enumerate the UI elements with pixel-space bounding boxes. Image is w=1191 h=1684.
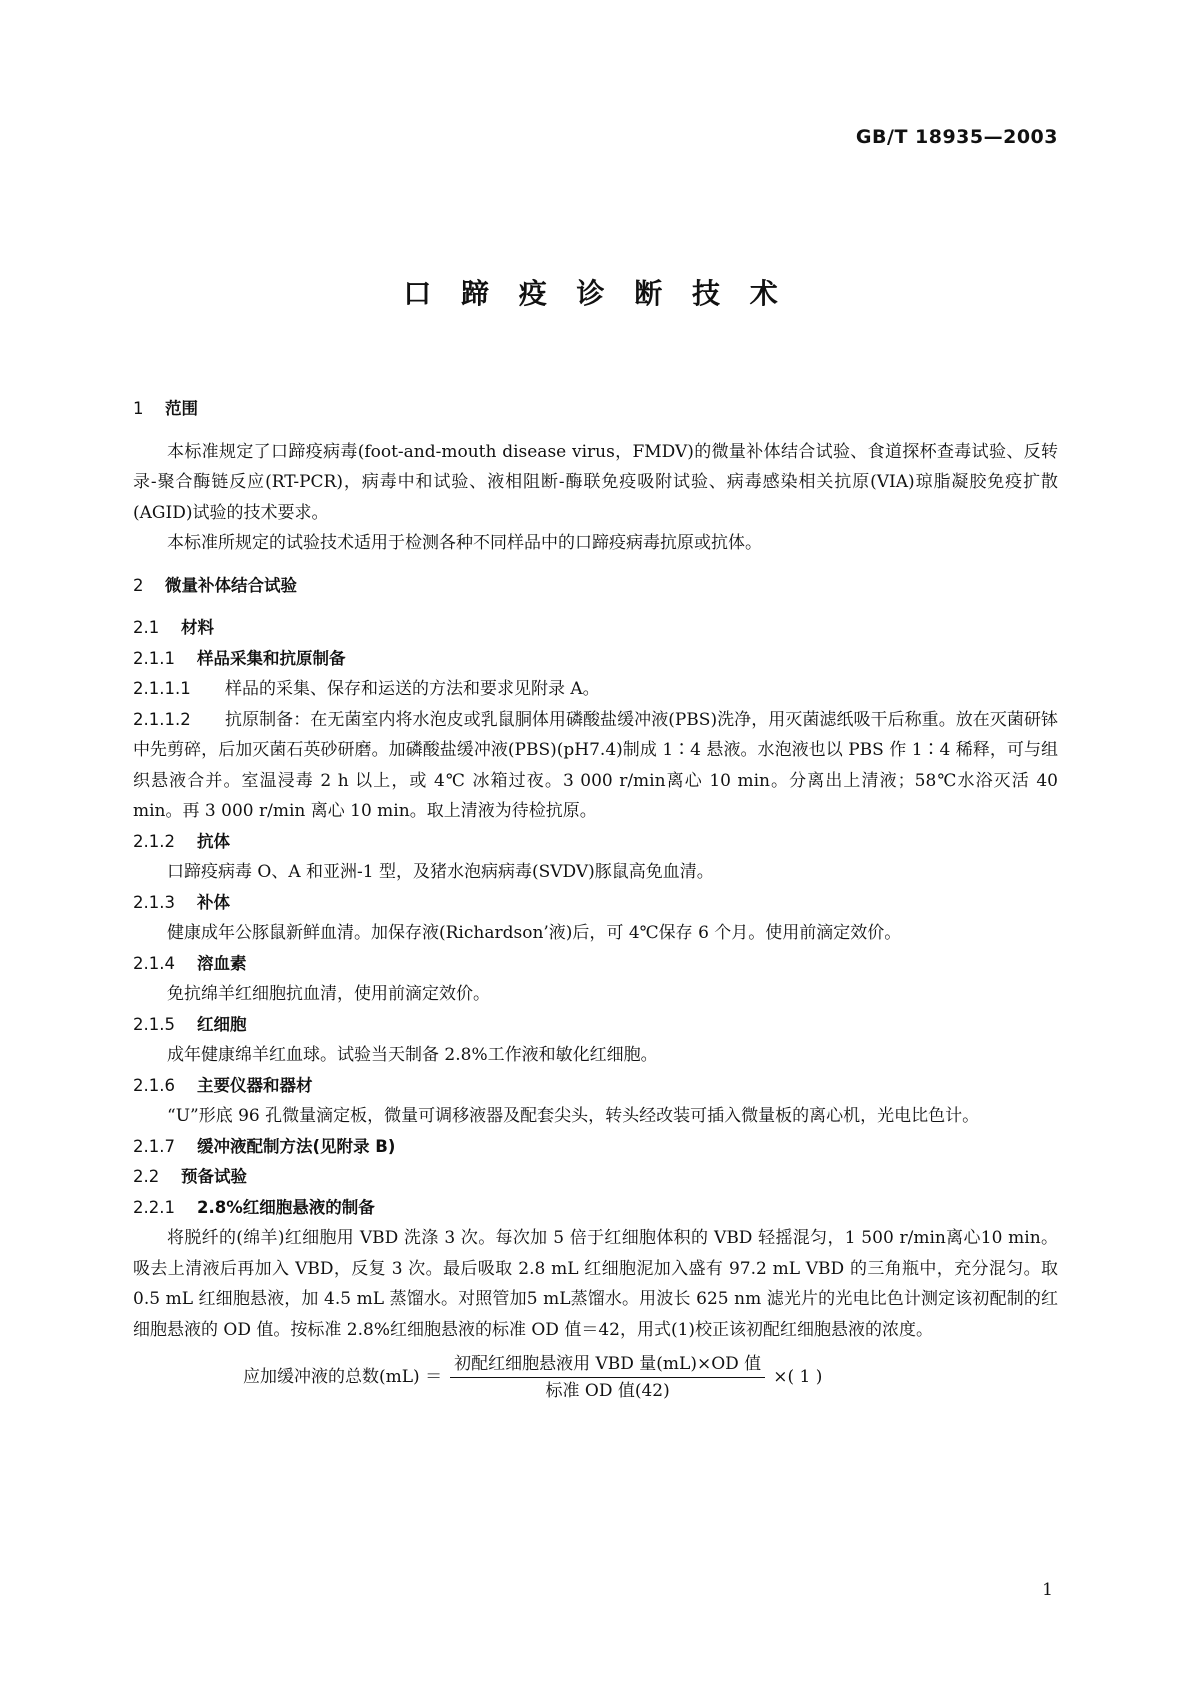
section-title: 缓冲液配制方法(见附录 B) bbox=[197, 1136, 396, 1156]
clause-text: 抗原制备：在无菌室内将水泡皮或乳鼠胴体用磷酸盐缓冲液(PBS)洗净，用灭菌滤纸吸干后称重。放在灭菌研钵中先剪碎，后加灭菌石英砂研磨。加磷酸盐缓冲液(PBS)(pH7.4)制成 1∶4 悬液。水泡液也以 PBS 作 1∶4 稀释，可与组织悬液合并。室温浸毒 2 h 以上，或 4℃ 冰箱过夜。3 000 r/min离心 10 min。分离出上清液；58℃水浴灭活 40 min。再 3 000 r/min 离心 10 min。取上清液为待检抗原。 bbox=[133, 709, 1058, 821]
document-title: 口 蹄 疫 诊 断 技 术 bbox=[403, 277, 788, 310]
section-title: 范围 bbox=[165, 399, 198, 418]
section-2-1-3-heading bbox=[133, 888, 1058, 919]
section-2-2-1-heading bbox=[133, 1193, 1058, 1224]
section-number: 2.1.6 bbox=[133, 1075, 175, 1095]
section-2-1-6-heading bbox=[133, 1071, 1058, 1102]
document-body bbox=[133, 394, 1058, 1404]
clause-text: 样品的采集、保存和运送的方法和要求见附录 A。 bbox=[225, 679, 600, 699]
section-2-1-5-heading bbox=[133, 1010, 1058, 1041]
page-number: 1 bbox=[1042, 1580, 1053, 1600]
section-number: 2.2.1 bbox=[133, 1197, 175, 1217]
clause-number: 2.1.1.1 bbox=[133, 679, 191, 698]
section-number: 2 bbox=[133, 575, 144, 595]
formula-fraction bbox=[450, 1351, 765, 1404]
section-number: 2.1.4 bbox=[133, 953, 175, 973]
section-number: 2.1.3 bbox=[133, 892, 175, 912]
section-title: 2.8%红细胞悬液的制备 bbox=[197, 1197, 375, 1217]
formula-1 bbox=[243, 1351, 1058, 1404]
section-number: 2.1.1 bbox=[133, 648, 175, 668]
section-number: 2.1.2 bbox=[133, 831, 175, 851]
section-title: 微量补体结合试验 bbox=[165, 575, 297, 595]
paragraph: 成年健康绵羊红血球。试验当天制备 2.8%工作液和敏化红细胞。 bbox=[167, 1045, 658, 1065]
paragraph: 将脱纤的(绵羊)红细胞用 VBD 洗涤 3 次。每次加 5 倍于红细胞体积的 VBD 轻摇混匀，1 500 r/min离心10 min。吸去上清液后再加入 VBD，反复 3 次。最后吸取 2.8 mL 红细胞泥加入盛有 97.2 mL VBD 的三角瓶中，充分混匀。取 0.5 mL 红细胞悬液，加 4.5 mL 蒸馏水。对照管加5 mL蒸馏水。用波长 625 nm 滤光片的光电比色计测定该初配制的红细胞悬液的 OD 值。按标准 2.8%红细胞悬液的标准 OD 值＝42，用式(1)校正该初配红细胞悬液的浓度。 bbox=[133, 1228, 1058, 1340]
section-number: 2.1 bbox=[133, 618, 160, 637]
section-1-heading bbox=[133, 394, 1058, 425]
section-2-2-heading bbox=[133, 1162, 1058, 1193]
paragraph: 本标准所规定的试验技术适用于检测各种不同样品中的口蹄疫病毒抗原或抗体。 bbox=[167, 533, 762, 553]
section-number: 2.1.7 bbox=[133, 1136, 175, 1156]
section-2-heading bbox=[133, 571, 1058, 602]
section-title: 样品采集和抗原制备 bbox=[197, 648, 346, 668]
section-number: 2.2 bbox=[133, 1167, 160, 1186]
section-title: 预备试验 bbox=[181, 1167, 247, 1186]
formula-denominator: 标准 OD 值(42) bbox=[545, 1381, 670, 1401]
section-title: 红细胞 bbox=[197, 1014, 247, 1034]
clause-2-1-1-2 bbox=[133, 705, 1058, 827]
paragraph: 口蹄疫病毒 O、A 和亚洲-1 型，及猪水泡病病毒(SVDV)豚鼠高免血清。 bbox=[167, 862, 714, 882]
clause-2-1-1-1 bbox=[133, 674, 1058, 705]
section-number: 1 bbox=[133, 399, 144, 418]
section-title: 补体 bbox=[197, 892, 230, 912]
section-2-1-2-heading bbox=[133, 827, 1058, 858]
paragraph: 免抗绵羊红细胞抗血清，使用前滴定效价。 bbox=[167, 984, 490, 1004]
section-2-1-7-heading bbox=[133, 1132, 1058, 1163]
standard-code: GB/T 18935—2003 bbox=[855, 126, 1058, 148]
section-title: 材料 bbox=[181, 618, 214, 637]
clause-number: 2.1.1.2 bbox=[133, 709, 191, 729]
formula-multiply: × bbox=[773, 1367, 788, 1388]
formula-lhs: 应加缓冲液的总数(mL) ＝ bbox=[243, 1367, 443, 1388]
section-title: 抗体 bbox=[197, 831, 230, 851]
formula-numerator: 初配红细胞悬液用 VBD 量(mL)×OD 值 bbox=[450, 1351, 765, 1378]
formula-equation-number: ( 1 ) bbox=[787, 1367, 823, 1388]
paragraph: “U”形底 96 孔微量滴定板，微量可调移液器及配套尖头，转头经改装可插入微量板的离心机，光电比色计。 bbox=[167, 1106, 980, 1126]
paragraph: 健康成年公豚鼠新鲜血清。加保存液(Richardson’液)后，可 4℃保存 6 个月。使用前滴定效价。 bbox=[167, 923, 902, 943]
section-2-1-heading bbox=[133, 613, 1058, 644]
section-title: 溶血素 bbox=[197, 953, 247, 973]
section-2-1-4-heading bbox=[133, 949, 1058, 980]
paragraph: 本标准规定了口蹄疫病毒(foot-and-mouth disease virus，FMDV)的微量补体结合试验、食道探杯查毒试验、反转录-聚合酶链反应(RT-PCR)，病毒中和试验、液相阻断-酶联免疫吸附试验、病毒感染相关抗原(VIA)琼脂凝胶免疫扩散(AGID)试验的技术要求。 bbox=[133, 441, 1058, 523]
section-2-1-1-heading bbox=[133, 644, 1058, 675]
section-number: 2.1.5 bbox=[133, 1014, 175, 1034]
section-title: 主要仪器和器材 bbox=[197, 1075, 313, 1095]
